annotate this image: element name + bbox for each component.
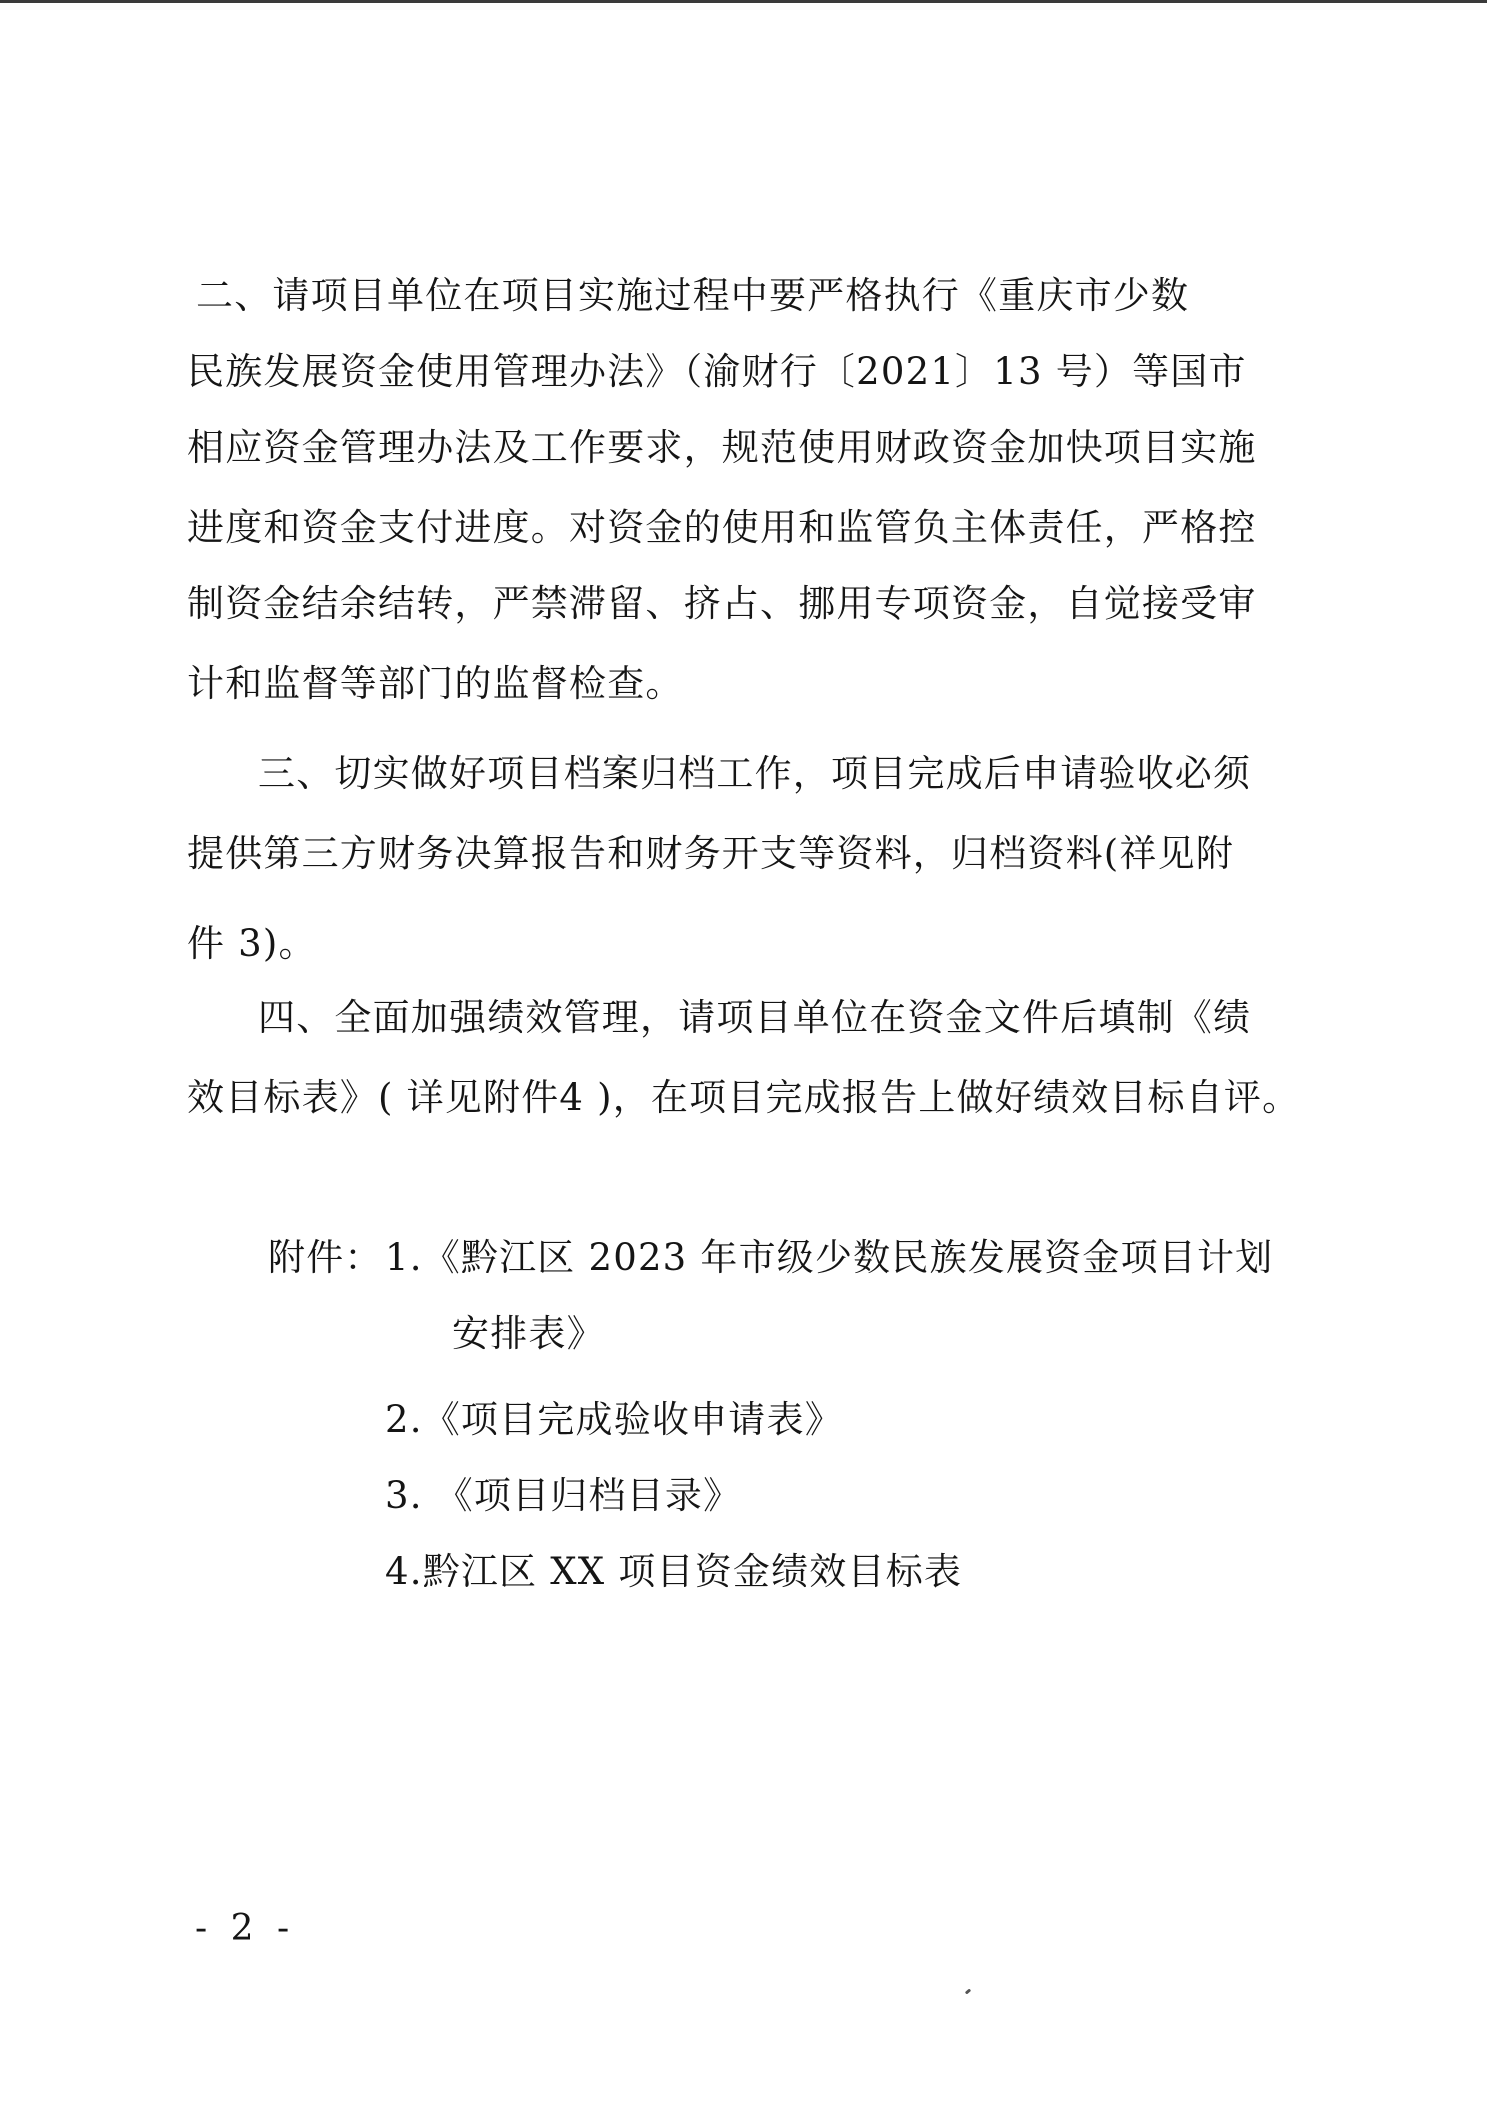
paragraph-2-line-6: 计和监督等部门的监督检查。 [187,662,684,705]
scan-speck [965,1988,972,1994]
paragraph-2-line-1: 二、请项目单位在项目实施过程中要严格执行《重庆市少数 [196,274,1190,317]
attachment-item-1: 1.《黔江区 2023 年市级少数民族发展资金项目计划 [385,1236,1274,1279]
paragraph-4-line-2: 效目标表》( 详见附件4 )，在项目完成报告上做好绩效目标自评。 [187,1076,1301,1119]
attachments-label: 附件： [268,1236,383,1279]
paragraph-4-line-1: 四、全面加强绩效管理，请项目单位在资金文件后填制《绩 [258,996,1252,1039]
attachment-item-4: 4.黔江区 XX 项目资金绩效目标表 [385,1550,963,1593]
paragraph-2-line-2: 民族发展资金使用管理办法》（渝财行〔2021〕13 号）等国市 [187,350,1247,393]
paragraph-3-line-1: 三、切实做好项目档案归档工作，项目完成后申请验收必须 [258,752,1252,795]
attachment-item-1-continued: 安排表》 [452,1312,605,1355]
attachment-item-3: 3. 《项目归档目录》 [385,1474,742,1517]
paragraph-2-line-5: 制资金结余结转，严禁滞留、挤占、挪用专项资金，自觉接受审 [187,582,1257,625]
paragraph-2-line-4: 进度和资金支付进度。对资金的使用和监管负主体责任，严格控 [187,506,1257,549]
page-number: - 2 - [195,1908,296,1949]
paragraph-3-line-2: 提供第三方财务决算报告和财务开支等资料，归档资料(祥见附 [187,832,1235,875]
paragraph-3-line-3: 件 3)。 [187,922,317,965]
paragraph-2-line-3: 相应资金管理办法及工作要求，规范使用财政资金加快项目实施 [187,426,1257,469]
attachment-item-2: 2.《项目完成验收申请表》 [385,1398,843,1441]
